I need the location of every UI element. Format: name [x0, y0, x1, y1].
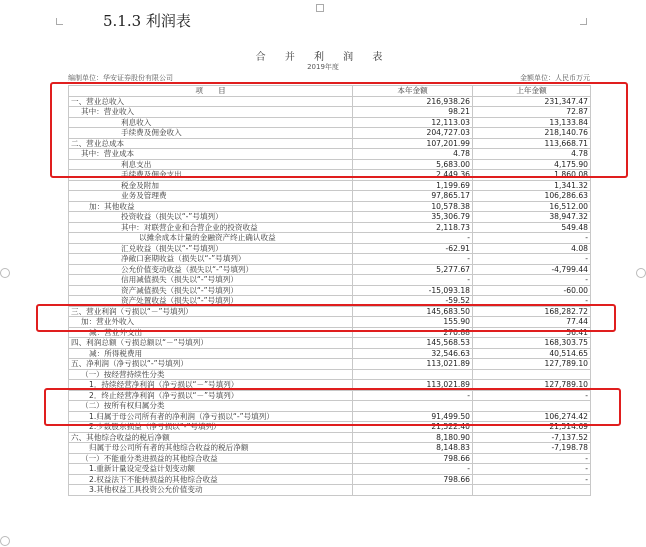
prior-year-amount: 127,789.10 — [473, 380, 591, 391]
table-row — [69, 159, 591, 170]
prior-year-amount: 72.87 — [473, 107, 591, 118]
table-row — [69, 401, 591, 412]
table-row — [69, 317, 591, 328]
table-row — [69, 359, 591, 370]
current-year-amount: 21,522.40 — [353, 422, 473, 433]
row-label: 资产处置收益（损失以“-”号填列） — [69, 296, 353, 307]
row-label: 投资收益（损失以“-”号填列） — [69, 212, 353, 223]
current-year-amount: 270.88 — [353, 327, 473, 338]
statement-title: 合 并 利 润 表 — [255, 52, 391, 63]
table-row — [69, 243, 591, 254]
table-row — [69, 485, 591, 496]
current-year-amount: 155.90 — [353, 317, 473, 328]
prior-year-amount: 168,303.75 — [473, 338, 591, 349]
prior-year-amount: 4,175.90 — [473, 159, 591, 170]
prior-year-amount: 4.78 — [473, 149, 591, 160]
current-year-amount — [353, 369, 473, 380]
table-row — [69, 306, 591, 317]
table-row — [69, 432, 591, 443]
prior-year-amount: 127,789.10 — [473, 359, 591, 370]
page-handle-dot — [0, 536, 10, 546]
table-row — [69, 128, 591, 139]
prior-year-amount: 113,668.71 — [473, 138, 591, 149]
current-year-amount: 145,568.53 — [353, 338, 473, 349]
row-label: （一）不能重分类进损益的其他综合收益 — [69, 453, 353, 464]
row-label: 税金及附加 — [69, 180, 353, 191]
row-label: （一）按经营持续性分类 — [69, 369, 353, 380]
table-row — [69, 422, 591, 433]
table-row — [69, 296, 591, 307]
row-label: 以摊余成本计量的金融资产终止确认收益 — [69, 233, 353, 244]
prior-year-amount: - — [473, 296, 591, 307]
table-row — [69, 149, 591, 160]
table-row — [69, 191, 591, 202]
row-label: 资产减值损失（损失以“-”号填列） — [69, 285, 353, 296]
row-label: 公允价值变动收益（损失以“-”号填列） — [69, 264, 353, 275]
current-year-amount: 204,727.03 — [353, 128, 473, 139]
current-year-amount: 8,148.83 — [353, 443, 473, 454]
table-row — [69, 233, 591, 244]
row-label: 二、营业总成本 — [69, 138, 353, 149]
row-label: 业务及管理费 — [69, 191, 353, 202]
prior-year-amount: -7,137.52 — [473, 432, 591, 443]
prior-year-amount: 38,947.32 — [473, 212, 591, 223]
row-label: 其中：对联营企业和合营企业的投资收益 — [69, 222, 353, 233]
row-label: 汇兑收益（损失以“-”号填列） — [69, 243, 353, 254]
current-year-amount: 98.21 — [353, 107, 473, 118]
page-handle-dot — [636, 268, 646, 278]
prior-year-amount: 77.44 — [473, 317, 591, 328]
prior-year-amount: 1,341.32 — [473, 180, 591, 191]
table-row — [69, 222, 591, 233]
prior-year-amount: 1,860.08 — [473, 170, 591, 181]
current-year-amount: 8,180.90 — [353, 432, 473, 443]
current-year-amount: 107,201.99 — [353, 138, 473, 149]
row-label: 减：营业外支出 — [69, 327, 353, 338]
page-corner-mark — [316, 4, 324, 12]
current-year-amount: 798.66 — [353, 453, 473, 464]
table-row — [69, 411, 591, 422]
current-year-amount — [353, 485, 473, 496]
row-label: 手续费及佣金收入 — [69, 128, 353, 139]
row-label: 五、净利润（净亏损以“-”号填列） — [69, 359, 353, 370]
table-row — [69, 453, 591, 464]
current-year-amount: 32,546.63 — [353, 348, 473, 359]
row-label: 信用减值损失（损失以“-”号填列） — [69, 275, 353, 286]
current-year-amount: -15,093.18 — [353, 285, 473, 296]
table-row — [69, 327, 591, 338]
page-corner-mark — [56, 18, 63, 25]
column-header-prior-year: 上年金额 — [473, 86, 591, 97]
prior-year-amount: 21,514.69 — [473, 422, 591, 433]
prior-year-amount: - — [473, 453, 591, 464]
prior-year-amount: 40,514.65 — [473, 348, 591, 359]
prior-year-amount: - — [473, 474, 591, 485]
prior-year-amount: 218,140.76 — [473, 128, 591, 139]
table-row — [69, 212, 591, 223]
row-label: 利息收入 — [69, 117, 353, 128]
row-label: 1.归属于母公司所有者的净利润（净亏损以“-”号填列） — [69, 411, 353, 422]
row-label: 四、利润总额（亏损总额以“－”号填列） — [69, 338, 353, 349]
row-label: 加：营业外收入 — [69, 317, 353, 328]
row-label: 1.重新计量设定受益计划变动额 — [69, 464, 353, 475]
prior-year-amount — [473, 369, 591, 380]
income-statement-table — [68, 85, 591, 496]
prior-year-amount: - — [473, 275, 591, 286]
prior-year-amount: 16,512.00 — [473, 201, 591, 212]
current-year-amount: 113,021.89 — [353, 359, 473, 370]
current-year-amount: 91,499.50 — [353, 411, 473, 422]
section-title: 5.1.3 利润表 — [103, 12, 191, 30]
page-corner-mark — [580, 18, 587, 25]
current-year-amount: 12,113.03 — [353, 117, 473, 128]
current-year-amount: - — [353, 233, 473, 244]
prior-year-amount: 168,282.72 — [473, 306, 591, 317]
prior-year-amount: - — [473, 390, 591, 401]
current-year-amount: 2,449.36 — [353, 170, 473, 181]
prior-year-amount — [473, 401, 591, 412]
prior-year-amount: - — [473, 254, 591, 265]
row-label: 2.少数股东损益（净亏损以“-”号填列） — [69, 422, 353, 433]
row-label: 1．持续经营净利润（净亏损以“－”号填列） — [69, 380, 353, 391]
row-label: 3.其他权益工具投资公允价值变动 — [69, 485, 353, 496]
prior-year-amount: 106,274.42 — [473, 411, 591, 422]
current-year-amount: 5,683.00 — [353, 159, 473, 170]
table-row — [69, 107, 591, 118]
row-label: 其中：营业收入 — [69, 107, 353, 118]
table-row — [69, 170, 591, 181]
prior-year-amount: -60.00 — [473, 285, 591, 296]
column-header-current-year: 本年金额 — [353, 86, 473, 97]
table-row — [69, 275, 591, 286]
prior-year-amount: 56.41 — [473, 327, 591, 338]
statement-year: 2019年度 — [307, 63, 339, 71]
table-row — [69, 117, 591, 128]
table-row — [69, 338, 591, 349]
row-label: 2．终止经营净利润（净亏损以“－”号填列） — [69, 390, 353, 401]
prior-year-amount: 13,133.84 — [473, 117, 591, 128]
row-label: 手续费及佣金支出 — [69, 170, 353, 181]
table-row — [69, 474, 591, 485]
row-label: （二）按所有权归属分类 — [69, 401, 353, 412]
current-year-amount: 113,021.89 — [353, 380, 473, 391]
row-label: 三、营业利润（亏损以“－”号填列） — [69, 306, 353, 317]
row-label: 其中：营业成本 — [69, 149, 353, 160]
prior-year-amount: -7,198.78 — [473, 443, 591, 454]
current-year-amount: -62.91 — [353, 243, 473, 254]
prior-year-amount: 231,347.47 — [473, 96, 591, 107]
prior-year-amount — [473, 485, 591, 496]
row-label: 六、其他综合收益的税后净额 — [69, 432, 353, 443]
table-row — [69, 464, 591, 475]
prior-year-amount: 4.08 — [473, 243, 591, 254]
preparer-label: 编制单位：华安证券股份有限公司 — [68, 74, 173, 82]
column-header-item: 项 目 — [69, 86, 353, 97]
table-row — [69, 96, 591, 107]
table-header-row — [69, 86, 591, 97]
current-year-amount: 1,199.69 — [353, 180, 473, 191]
row-label: 减：所得税费用 — [69, 348, 353, 359]
row-label: 2.权益法下不能转损益的其他综合收益 — [69, 474, 353, 485]
current-year-amount: - — [353, 390, 473, 401]
row-label: 归属于母公司所有者的其他综合收益的税后净额 — [69, 443, 353, 454]
prior-year-amount: -4,799.44 — [473, 264, 591, 275]
current-year-amount: 798.66 — [353, 474, 473, 485]
currency-unit-label: 金额单位：人民币万元 — [520, 74, 590, 82]
page-handle-dot — [0, 268, 10, 278]
current-year-amount: - — [353, 254, 473, 265]
current-year-amount: 4.78 — [353, 149, 473, 160]
table-row — [69, 443, 591, 454]
table-row — [69, 380, 591, 391]
current-year-amount: 145,683.50 — [353, 306, 473, 317]
table-row — [69, 390, 591, 401]
table-row — [69, 285, 591, 296]
table-row — [69, 369, 591, 380]
current-year-amount: 2,118.73 — [353, 222, 473, 233]
table-row — [69, 201, 591, 212]
row-label: 一、营业总收入 — [69, 96, 353, 107]
current-year-amount: - — [353, 275, 473, 286]
current-year-amount: 35,306.79 — [353, 212, 473, 223]
prior-year-amount: - — [473, 233, 591, 244]
prior-year-amount: - — [473, 464, 591, 475]
table-row — [69, 138, 591, 149]
current-year-amount: 5,277.67 — [353, 264, 473, 275]
current-year-amount: 10,578.38 — [353, 201, 473, 212]
current-year-amount: -59.52 — [353, 296, 473, 307]
current-year-amount: 216,938.26 — [353, 96, 473, 107]
prior-year-amount: 106,286.63 — [473, 191, 591, 202]
current-year-amount: - — [353, 464, 473, 475]
table-row — [69, 348, 591, 359]
current-year-amount — [353, 401, 473, 412]
prior-year-amount: 549.48 — [473, 222, 591, 233]
table-row — [69, 254, 591, 265]
row-label: 利息支出 — [69, 159, 353, 170]
current-year-amount: 97,865.17 — [353, 191, 473, 202]
row-label: 加：其他收益 — [69, 201, 353, 212]
row-label: 净敞口套期收益（损失以“-”号填列） — [69, 254, 353, 265]
table-row — [69, 180, 591, 191]
table-row — [69, 264, 591, 275]
